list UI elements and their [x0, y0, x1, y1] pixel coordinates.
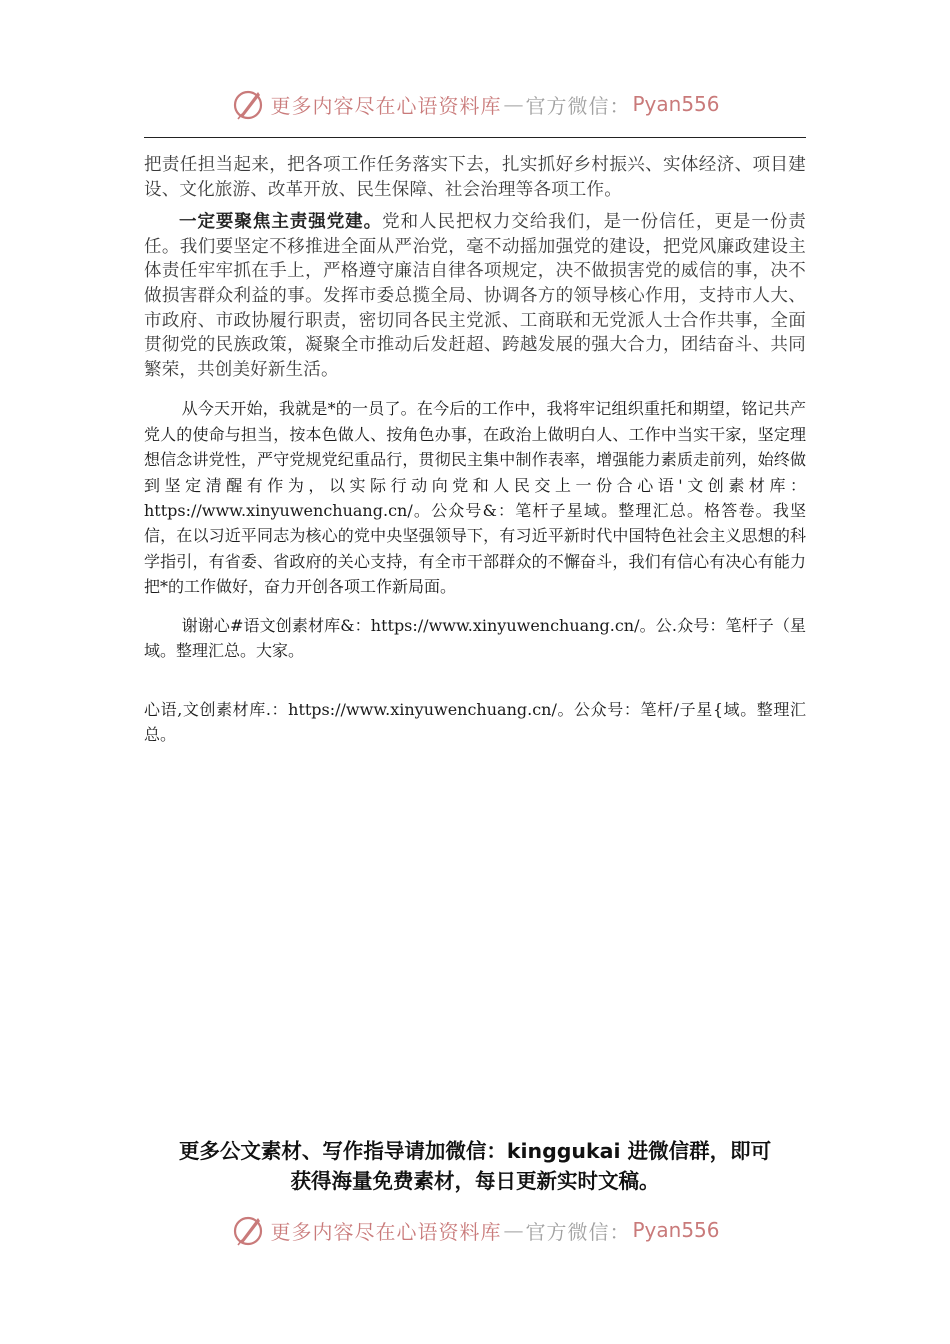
promo-text [130, 1136, 820, 1196]
footer-brand-text: 更多内容尽在心语资料库 [270, 1219, 502, 1244]
paragraph-2-text: 党和人民把权力交给我们，是一份信任，更是一份责任。我们要坚定不移推进全面从严治党，毫不动摇加强党的建设，把党风廉政建设主体责任牢牢抓在手上，严格遵守廉洁自律各项规定，决不做损害党的威信的事，决不做损害群众利益的事。发挥市委总揽全局、协调各方的领导核心作用，支持市人大、市政府、市政协履行职责，密切同各民主党派、工商联和无党派人士合作共事，全面贯彻党的民族政策，凝聚全市推动后发赶超、跨越发展的强大合力，团结奋斗、共同繁荣，共创美好新生活。 [144, 212, 806, 380]
paragraph-1: 把责任担当起来，把各项工作任务落实下去，扎实抓好乡村振兴、实体经济、项目建设、文化旅游、改革开放、民生保障、社会治理等各项工作。 [144, 155, 806, 200]
promo-line-1: 更多公文素材、写作指导请加微信：kinggukai 进微信群，即可 [178, 1139, 772, 1163]
quill-logo-icon [230, 86, 266, 122]
paragraph-4: 谢谢心#语文创素材库&：https://www.xinyuwenchuang.cn/。公.众号：笔杆子（星域。整理汇总。大家。 [144, 615, 806, 660]
header-wechat-label: 官方微信： [525, 93, 631, 118]
quill-logo-icon [230, 1212, 266, 1248]
header-banner [0, 84, 950, 124]
footer-wechat-label: 官方微信： [525, 1219, 631, 1244]
document-body [144, 153, 806, 747]
paragraph-3: 从今天开始，我就是*的一员了。在今后的工作中，我将牢记组织重托和期望，铭记共产党人的使命与担当，按本色做人、按角色办事，在政治上做明白人、工作中当实干家，坚定理想信念讲党性，严守党规党纪重品行，贯彻民主集中制作表率，增强能力素质走前列，始终做到坚定清醒有作为，以实际行动向党和人民交上一份合心语'文创素材库：https://www.xinyuwenchuang.cn/。公众号&：笔杆子星域。整理汇总。格答卷。我坚信，在以习近平同志为核心的党中央坚强领导下，有习近平新时代中国特色社会主义思想的科学指引，有省委、省政府的关心支持，有全市干部群众的不懈奋斗，我们有信心有决心有能力把*的工作做好，奋力开创各项工作新局面。 [144, 399, 806, 597]
header-separator: — [503, 92, 524, 116]
header-wechat-id: Pyan556 [632, 92, 720, 116]
footer-banner [0, 1210, 950, 1250]
promo-line-2: 获得海量免费素材，每日更新实时文稿。 [290, 1169, 660, 1193]
footer-wechat-id: Pyan556 [632, 1218, 720, 1242]
paragraph-2-lead: 一定要聚焦主责强党建。 [179, 212, 383, 233]
paragraph-5: 心语,文创素材库.：https://www.xinyuwenchuang.cn/。公众号：笔杆/子星{域。整理汇总。 [144, 700, 806, 745]
header-divider [144, 137, 806, 138]
footer-separator: — [503, 1218, 524, 1242]
paragraph-2 [144, 210, 806, 382]
header-brand-text: 更多内容尽在心语资料库 [270, 93, 502, 118]
